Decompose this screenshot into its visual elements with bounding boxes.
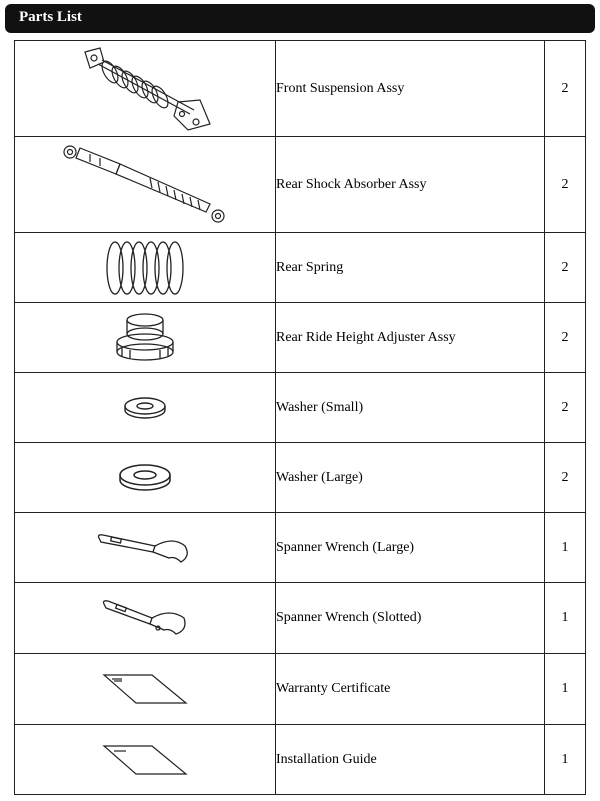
- part-name: Rear Spring: [276, 233, 545, 303]
- table-row: [15, 373, 586, 443]
- part-name: Warranty Certificate: [276, 654, 545, 725]
- part-qty: 2: [545, 443, 586, 513]
- part-name: Rear Ride Height Adjuster Assy: [276, 303, 545, 373]
- front-suspension-icon: [70, 44, 220, 134]
- part-image-cell: [15, 41, 276, 137]
- part-name: Spanner Wrench (Slotted): [276, 583, 545, 654]
- part-qty: 1: [545, 583, 586, 654]
- part-name: Spanner Wrench (Large): [276, 513, 545, 583]
- part-qty: 2: [545, 303, 586, 373]
- part-qty: 2: [545, 373, 586, 443]
- part-image-cell: [15, 725, 276, 795]
- guide-icon: [100, 742, 190, 778]
- table-row: [15, 137, 586, 233]
- table-row: [15, 233, 586, 303]
- part-name: Washer (Small): [276, 373, 545, 443]
- part-qty: 1: [545, 654, 586, 725]
- section-header: [5, 4, 595, 33]
- part-image-cell: [15, 303, 276, 373]
- part-qty: 1: [545, 513, 586, 583]
- washer-large-icon: [115, 461, 175, 495]
- part-image-cell: [15, 513, 276, 583]
- adjuster-icon: [110, 308, 180, 368]
- table-row: [15, 41, 586, 137]
- section-title: Parts List: [19, 9, 82, 25]
- spanner-large-icon: [95, 532, 195, 564]
- table-row: [15, 725, 586, 795]
- part-image-cell: [15, 373, 276, 443]
- part-name: Washer (Large): [276, 443, 545, 513]
- part-qty: 1: [545, 725, 586, 795]
- rear-shock-icon: [60, 140, 230, 230]
- table-row: [15, 583, 586, 654]
- part-image-cell: [15, 233, 276, 303]
- part-name: Rear Shock Absorber Assy: [276, 137, 545, 233]
- part-image-cell: [15, 654, 276, 725]
- part-image-cell: [15, 443, 276, 513]
- part-name: Installation Guide: [276, 725, 545, 795]
- spring-icon: [100, 237, 190, 299]
- table-row: [15, 443, 586, 513]
- washer-small-icon: [120, 393, 170, 423]
- part-qty: 2: [545, 233, 586, 303]
- part-qty: 2: [545, 41, 586, 137]
- part-name: Front Suspension Assy: [276, 41, 545, 137]
- parts-table: [14, 40, 586, 795]
- table-row: [15, 303, 586, 373]
- table-row: [15, 513, 586, 583]
- part-image-cell: [15, 583, 276, 654]
- spanner-slotted-icon: [100, 598, 190, 638]
- certificate-icon: [100, 671, 190, 707]
- part-image-cell: [15, 137, 276, 233]
- table-row: [15, 654, 586, 725]
- part-qty: 2: [545, 137, 586, 233]
